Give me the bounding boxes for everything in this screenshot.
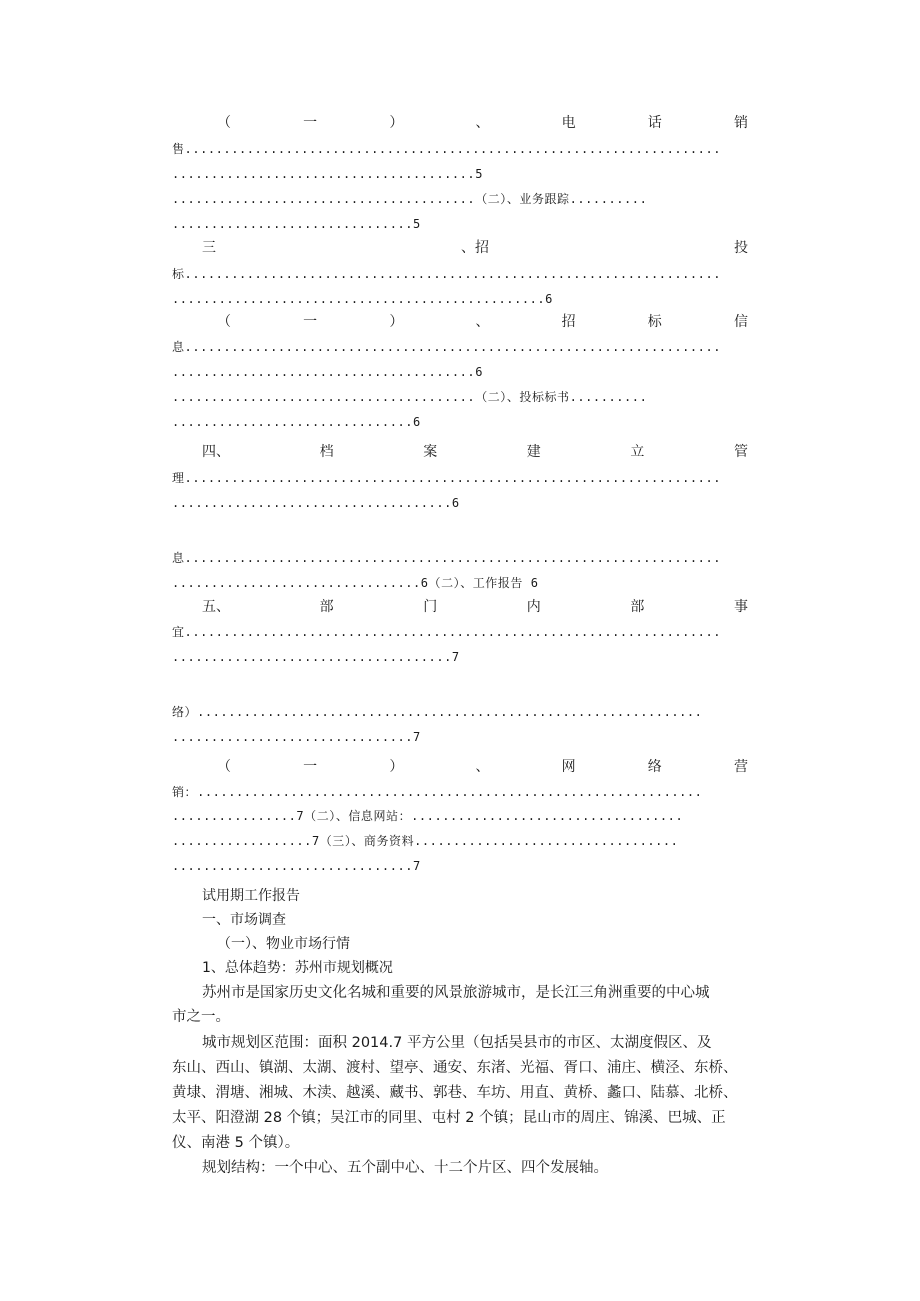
toc-char: 三 [202,240,216,256]
toc-line: ....................................7 [172,650,460,664]
toc-char: 案 [423,444,438,460]
paragraph-line: 黄埭、渭塘、湘城、木渎、越溪、藏书、郭巷、车坊、用直、黄桥、蠡口、陆慕、北桥、 [172,1085,738,1101]
section-heading: 一、市场调查 [202,912,286,928]
toc-entry-info-website: ................7（二）、信息网站：................................... [172,809,684,823]
toc-entry-work-report: ................................6（二）、工作报告 6 [172,576,539,590]
paragraph-line: 城市规划区范围：面积 2014.7 平方公里（包括吴县市的市区、太湖度假区、及 [202,1035,712,1051]
paragraph-line: 苏州市是国家历史文化名城和重要的风景旅游城市，是长江三角洲重要的中心城 [202,985,710,1001]
toc-line: .......................................6 [172,365,483,379]
toc-char: 网 [561,759,576,775]
toc-entry-business-materials: ..................7（三）、商务资料.................................. [172,834,679,848]
toc-entry-phone-sales [172,113,748,133]
toc-line: 销：................................................................. [172,785,703,799]
paragraph-line: 仪、南港 5 个镇）。 [172,1135,300,1151]
toc-char: 标 [647,314,662,330]
report-title: 试用期工作报告 [202,888,300,904]
toc-char: 络 [647,759,662,775]
toc-entry-internal-affairs [172,597,748,617]
toc-char: 部 [319,599,334,615]
toc-char: 投 [734,240,748,256]
toc-char: （ [217,115,231,131]
toc-char: ） [389,314,404,330]
toc-char: （ [217,759,231,775]
toc-char: 内 [526,599,541,615]
toc-char: （ [217,314,231,330]
toc-entry-online-marketing [172,757,748,777]
toc-char: ） [389,759,404,775]
toc-line: ...............................5 [172,217,421,231]
toc-line: 宜..................................................................... [172,625,721,639]
subsection-heading: （一）、物业市场行情 [217,936,350,952]
toc-char: 、招 [461,240,489,256]
toc-line: 理..................................................................... [172,471,721,485]
toc-line: 络）................................................................. [172,705,703,719]
toc-char: 五、 [202,599,230,615]
toc-line: ................................................6 [172,292,553,306]
item-heading: 1、总体趋势：苏州市规划概况 [202,960,393,976]
toc-entry-bidding [172,238,748,258]
paragraph-line: 太平、阳澄湖 28 个镇；吴江市的同里、屯村 2 个镇；昆山市的周庄、锦溪、巴城、正 [172,1110,726,1126]
paragraph-line: 东山、西山、镇湖、太湖、渡村、望亭、通安、东渚、光福、胥口、浦庄、横泾、东桥、 [172,1060,738,1076]
toc-char: 话 [647,115,662,131]
toc-char: 电 [561,115,576,131]
toc-line: ...............................6 [172,415,421,429]
toc-line: 息..................................................................... [172,551,721,565]
toc-char: 管 [733,444,748,460]
paragraph-line: 规划结构：一个中心、五个副中心、十二个片区、四个发展轴。 [202,1160,608,1176]
toc-line: 标..................................................................... [172,267,721,281]
toc-line: ....................................6 [172,496,460,510]
toc-char: 营 [733,759,748,775]
toc-char: 一 [303,759,318,775]
toc-entry-tender-docs: .......................................（二）、投标标书.......... [172,390,648,404]
toc-char: 销 [733,115,748,131]
toc-line: 息..................................................................... [172,340,721,354]
toc-char: 四、 [202,444,230,460]
toc-line: 售..................................................................... [172,142,721,156]
toc-line: ...............................7 [172,730,421,744]
toc-entry-business-tracking: .......................................（二）、业务跟踪.......... [172,192,648,206]
toc-char: 、 [475,115,490,131]
toc-line: ...............................7 [172,859,421,873]
toc-char: 、 [475,759,490,775]
toc-char: 、 [475,314,490,330]
paragraph-line: 市之一。 [172,1009,230,1025]
toc-char: 建 [526,444,541,460]
toc-line: .......................................5 [172,167,483,181]
toc-char: 档 [319,444,334,460]
toc-entry-bid-info [172,312,748,332]
toc-char: 门 [423,599,438,615]
toc-char: 部 [630,599,645,615]
toc-char: 一 [303,115,318,131]
toc-char: 事 [733,599,748,615]
toc-char: ） [389,115,404,131]
toc-entry-archive-management [172,442,748,462]
toc-char: 一 [303,314,318,330]
toc-char: 信 [733,314,748,330]
toc-char: 立 [630,444,645,460]
toc-char: 招 [561,314,576,330]
